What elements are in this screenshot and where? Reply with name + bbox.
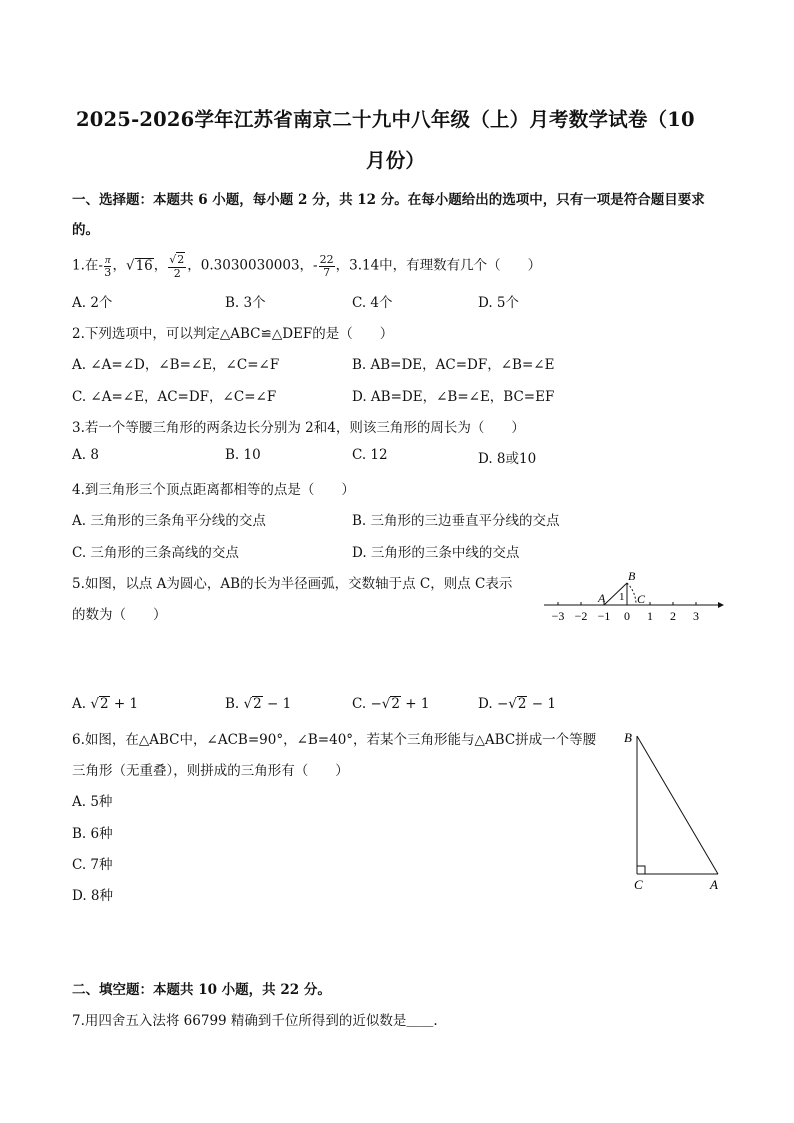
section1-heading: 一、选择题：本题共 6 小题，每小题 2 分，共 12 分。在每小题给出的选项中，只有一项是符合题目要求	[72, 192, 705, 208]
q5-option-b-rad: 2	[253, 696, 262, 712]
question-4: 4.到三角形三个顶点距离都相等的点是（ ）	[72, 482, 355, 498]
q6-option-c[interactable]: C. 7种	[72, 857, 113, 873]
q5-option-d-pre: −	[496, 696, 509, 712]
q1-option-a[interactable]: A. 2个	[72, 295, 113, 311]
side-ab	[637, 736, 718, 874]
q1-frac-pi-3	[104, 254, 112, 279]
question-5-continued: 的数为（ ）	[72, 607, 167, 623]
q7-answer-blank[interactable]: ＿＿	[406, 1013, 434, 1029]
q5-option-b-label: B.	[225, 696, 240, 712]
question-7	[72, 1009, 438, 1029]
q5-option-a-label: A.	[72, 696, 87, 712]
question-3: 3.若一个等腰三角形的两条边长分别为 2和4，则该三角形的周长为（ ）	[72, 420, 525, 436]
q1-option-c[interactable]: C. 4个	[352, 295, 393, 311]
q1-three: 3	[104, 265, 112, 279]
point-a-label: A	[598, 591, 606, 605]
q4-option-a[interactable]: A. 三角形的三条角平分线的交点	[72, 513, 266, 529]
question-6-continued: 三角形（无重叠），则拼成的三角形有（ ）	[72, 763, 349, 779]
q1-suffix: ，3.14中，有理数有几个（ ）	[335, 257, 542, 274]
q2-option-c[interactable]: C. ∠A=∠E，AC=DF，∠C=∠F	[72, 389, 277, 405]
q4-option-d[interactable]: D. 三角形的三条中线的交点	[352, 545, 520, 561]
q5-option-d-rad: 2	[517, 696, 527, 712]
q5-option-d[interactable]: D. −√2 − 1	[478, 696, 556, 712]
tick-label-2: 2	[670, 609, 676, 623]
q5-option-d-label: D.	[478, 696, 493, 712]
q6-option-a[interactable]: A. 5种	[72, 794, 113, 810]
point-c-label: C	[637, 592, 646, 606]
vertex-c-label: C	[634, 877, 643, 892]
page-title-continued: 月份）	[366, 149, 426, 172]
number-line-figure	[540, 566, 724, 626]
tick-label-3: 3	[693, 609, 699, 623]
q1-pi: π	[104, 253, 111, 266]
right-angle-mark	[637, 866, 645, 874]
question-2: 2.下列选项中，可以判定△ABC≌△DEF的是（ ）	[72, 326, 394, 342]
q5-option-c-post: + 1	[400, 696, 430, 712]
unit-mark-label: 1	[619, 591, 625, 603]
section2-heading: 二、填空题：本题共 10 小题，共 22 分。	[72, 982, 331, 998]
q5-option-b[interactable]: B. √2 − 1	[225, 696, 292, 712]
q1-d7: 7	[323, 265, 331, 279]
q1-sqrt2: 2	[177, 253, 185, 266]
q5-option-c[interactable]: C. −√2 + 1	[352, 696, 430, 712]
q2-option-d[interactable]: D. AB=DE，∠B=∠E，BC=EF	[352, 389, 555, 405]
q2-option-a[interactable]: A. ∠A=∠D，∠B=∠E，∠C=∠F	[72, 357, 280, 373]
q1-frac-22-7	[319, 254, 335, 279]
q6-option-d[interactable]: D. 8种	[72, 888, 114, 904]
q3-option-a[interactable]: A. 8	[72, 447, 99, 463]
q5-option-c-rad: 2	[391, 696, 400, 712]
q1-mid: ，0.3030030003，-	[187, 257, 318, 274]
q1-option-d[interactable]: D. 5个	[478, 295, 520, 311]
q5-option-a-post: + 1	[109, 696, 139, 712]
tick-label-0: 0	[624, 609, 630, 623]
q4-option-b[interactable]: B. 三角形的三边垂直平分线的交点	[352, 513, 560, 529]
question-5: 5.如图，以点 A为圆心，AB的长为半径画弧，交数轴于点 C，则点 C表示	[72, 576, 513, 592]
q7-end: .	[433, 1013, 438, 1029]
arc-bc	[627, 583, 636, 605]
q1-two: 2	[173, 267, 181, 280]
q5-option-a-rad: 2	[99, 696, 109, 712]
page-title: 2025-2026学年江苏省南京二十九中八年级（上）月考数学试卷（10	[76, 108, 695, 131]
q5-option-a[interactable]: A. √2 + 1	[72, 696, 139, 712]
question-6: 6.如图，在△ABC中，∠ACB=90°，∠B=40°，若某个三角形能与△ABC拼成一个等腰	[72, 732, 597, 748]
section1-heading-continued: 的。	[72, 222, 99, 238]
q1-frac-sqrt2-2	[168, 252, 186, 280]
q6-option-b[interactable]: B. 6种	[72, 826, 113, 842]
q2-option-b[interactable]: B. AB=DE，AC=DF，∠B=∠E	[352, 357, 555, 373]
q1-sep2: ，	[153, 257, 168, 274]
q3-option-c[interactable]: C. 12	[352, 447, 388, 463]
q5-option-c-label: C.	[352, 696, 367, 712]
number-line-arrow	[718, 602, 724, 608]
q7-text: 7.用四舍五入法将 66799 精确到千位所得到的近似数是	[72, 1013, 407, 1029]
tick-label-neg2: −2	[574, 609, 588, 623]
q3-option-d[interactable]: D. 8或10	[478, 451, 537, 467]
tick-label-1: 1	[647, 609, 653, 623]
q3-option-b[interactable]: B. 10	[225, 447, 261, 463]
tick-label-neg1: −1	[597, 609, 611, 623]
q1-prefix: 1.在-	[72, 257, 103, 274]
q1-sqrt2-num: √2	[169, 253, 185, 266]
q5-option-c-pre: −	[370, 696, 382, 712]
q1-n22: 22	[319, 252, 334, 266]
question-1: 1.在- $\frac{\pi}{3}$ ，√16， $\frac{√2}{2}$ ，0.3030030003，- $\frac{22}{7}$ ，3.14中，有理数有几个（ ）	[72, 252, 542, 280]
tick-label-neg3: −3	[551, 609, 565, 623]
q1-sqrt16: 16	[135, 257, 153, 274]
q5-option-b-post: − 1	[262, 696, 292, 712]
q4-option-c[interactable]: C. 三角形的三条高线的交点	[72, 545, 239, 561]
q1-option-b[interactable]: B. 3个	[225, 295, 266, 311]
q5-option-d-post: − 1	[527, 696, 556, 712]
q1-sep1: ，	[112, 257, 126, 274]
triangle-abc-figure	[620, 726, 730, 894]
vertex-a-label: A	[710, 877, 718, 892]
point-b-label: B	[628, 569, 636, 583]
vertex-b-label: B	[624, 730, 632, 745]
